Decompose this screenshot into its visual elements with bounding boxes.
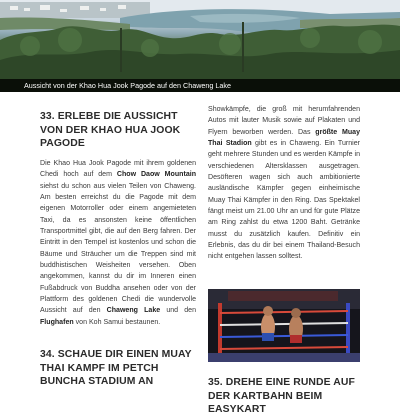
section-34-body: [208, 104, 360, 263]
section-35-heading: 35. DREHE EINE RUNDE AUF DER KARTBAHN BEIM EASYKART: [208, 377, 355, 416]
s33-bold-flughafen: Flughafen: [40, 318, 74, 326]
s33-text-2: siehst du schon aus vielen Teilen von Chaweng. Am besten erreichst du die Pagode mit dem eigenen Motorroller oder einem angemieteten Taxi, da es ansonsten keine öffentlichen Transportmittel gibt, die auf den Berg fahren. Der Eintritt in den Tempel ist kostenlos und schon die Bäume und Sträucher um die Treppen sind mit buddhistischen Weisheiten versehen. Oben angekommen, kannst du dir im Inneren einen Fußabdruck von Buddha ansehen oder von der Plattform des goldenen Chedi die wundervolle Aussicht auf den: [40, 182, 196, 315]
hero-caption: Aussicht von der Khao Hua Jook Pagode auf den Chaweng Lake: [24, 81, 231, 90]
s33-text-4: von Koh Samui bestaunen.: [73, 318, 161, 326]
muay-thai-photo: [208, 289, 360, 362]
section-33-heading: 33. ERLEBE DIE AUSSICHT VON DER KHAO HUA JOOK PAGODE: [40, 111, 181, 150]
s34-bold-stadion: größte Muay Thai Stadion: [208, 128, 360, 148]
s33-bold-chow-daow: Chow Daow Mountain: [116, 171, 196, 179]
s33-text-3: und den: [160, 307, 197, 315]
section-33-body: [40, 158, 196, 328]
section-34-heading: 34. SCHAUE DIR EINEN MUAY THAI KAMPF IM PETCH BUNCHA STADIUM AN: [40, 349, 192, 388]
s34-text-1: Showkämpfe, die groß mit herumfahrenden Autos mit lauter Musik sowie auf Plakaten und Flyern beworben werden. Das: [208, 106, 360, 136]
hero-photo: [0, 0, 400, 92]
caption-bar: [0, 79, 400, 92]
s34-text-2: gibt es in Chaweng. Ein Turnier geht mehrere Stunden und es werden Kämpfe in verschiedenen Altersklassen ausgetragen. Desöfteren wagen sich auch ambitionierte ausländische Kämpfer gegen einheimische Muay Thai Kämpfer in den Ring. Das Spektakel fängt meist um 21.00 Uhr an und für gute Plätze am Ring zahlst du etwa 1200 Baht. Getränke musst du zusätzlich kaufen. Definitiv ein Erlebnis, das du dir bei einem Thailand-Besuch nicht entgehen lassen solltest.: [208, 140, 360, 261]
s33-bold-chaweng-lake: Chaweng Lake: [106, 307, 161, 315]
boxing-ring-image: [208, 289, 360, 362]
s33-text-1: Die Khao Hua Jook Pagode mit ihrem goldenen Chedi hoch auf dem: [40, 160, 196, 179]
